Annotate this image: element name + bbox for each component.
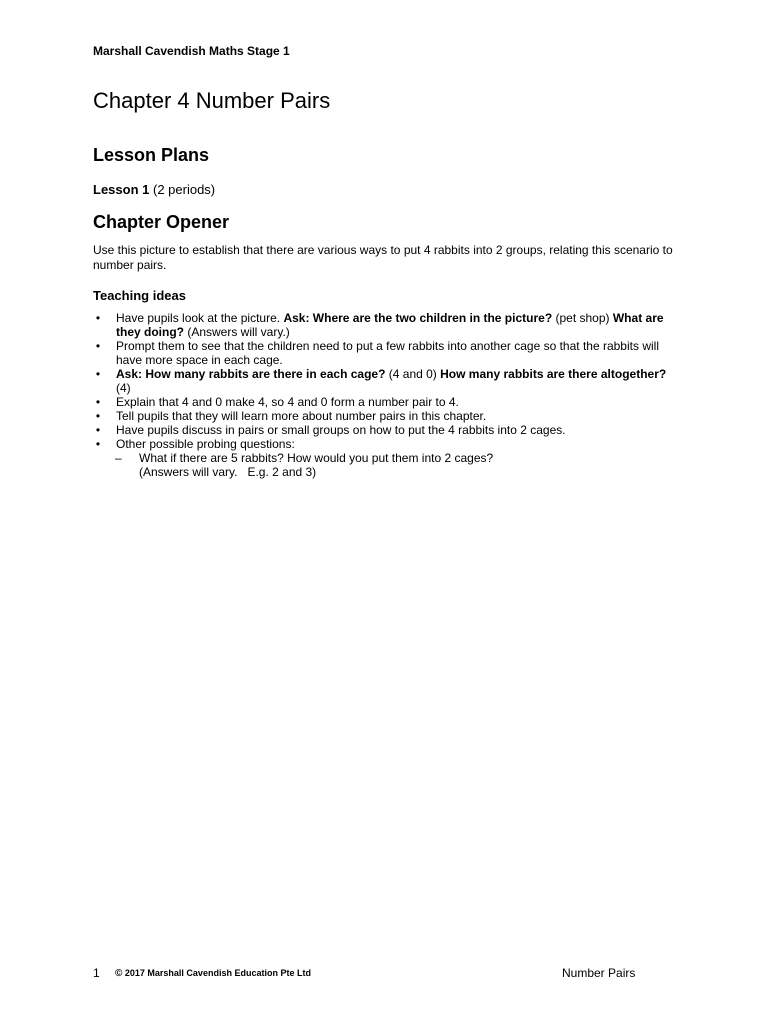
teaching-ideas-heading: Teaching ideas: [93, 288, 186, 303]
list-item: • Explain that 4 and 0 make 4, so 4 and 0 form a number pair to 4.: [93, 395, 683, 409]
bullet-icon: •: [95, 437, 101, 451]
list-item: • Tell pupils that they will learn more about number pairs in this chapter.: [93, 409, 683, 423]
lesson-label: Lesson 1: [93, 182, 150, 197]
list-item: • Have pupils discuss in pairs or small groups on how to put the 4 rabbits into 2 cages.: [93, 423, 683, 437]
sub-answer: (Answers will vary. E.g. 2 and 3): [139, 465, 317, 479]
list-item: • Ask: How many rabbits are there in each cage? (4 and 0) How many rabbits are there altogether? (4): [93, 367, 683, 395]
section-heading: Chapter Opener: [93, 212, 230, 232]
copyright-text: 2017 Marshall Cavendish Education Pte Ltd: [124, 968, 311, 978]
page-number: 1: [93, 966, 100, 980]
list-item: • Have pupils look at the picture. Ask: Where are the two children in the picture? (pet shop) What are they doing? (Answers will vary.): [93, 311, 683, 339]
bullet-icon: •: [95, 367, 101, 381]
bullet-icon: •: [95, 339, 101, 353]
sub-question: What if there are 5 rabbits? How would you put them into 2 cages?: [139, 451, 494, 465]
footer-chapter-name: Number Pairs: [562, 966, 636, 980]
list-item: • Other possible probing questions:: [93, 437, 683, 451]
list-item: • Prompt them to see that the children need to put a few rabbits into another cage so that the rabbits will have more space in each cage.: [93, 339, 683, 367]
bullet-icon: •: [95, 395, 101, 409]
copyright-notice: [115, 968, 311, 979]
lesson-plans-heading: Lesson Plans: [93, 145, 210, 165]
sub-list-item: [93, 451, 683, 479]
bullet-icon: •: [95, 409, 101, 423]
copyright-icon: ©: [115, 968, 123, 979]
chapter-title: Chapter 4 Number Pairs: [93, 88, 331, 113]
dash-icon: –: [115, 451, 122, 465]
teaching-ideas-list: [93, 311, 683, 479]
bullet-icon: •: [95, 423, 101, 437]
lesson-periods: (2 periods): [152, 182, 216, 197]
running-header: Marshall Cavendish Maths Stage 1: [93, 44, 290, 58]
bullet-icon: •: [95, 311, 101, 325]
intro-paragraph: Use this picture to establish that there are various ways to put 4 rabbits into 2 groups, relating this scenario to number pairs.: [93, 243, 673, 272]
lesson-line: [93, 182, 215, 197]
